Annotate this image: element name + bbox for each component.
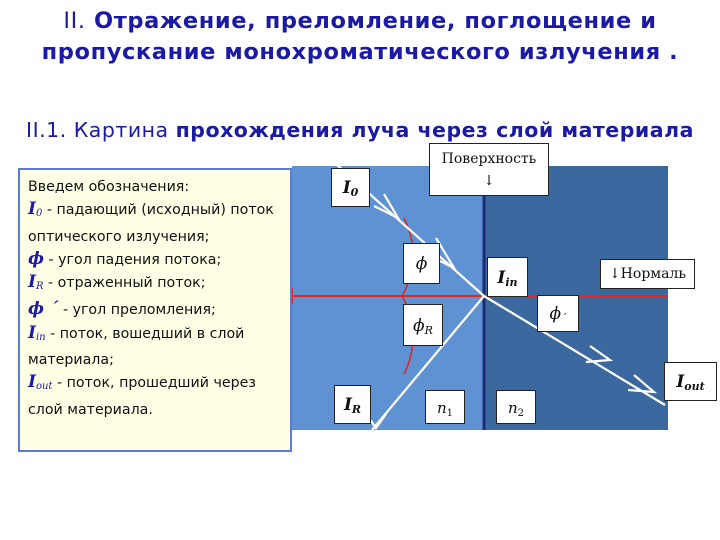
- legend-item: $I_R$ - отраженный поток;: [28, 272, 206, 293]
- surface-arrow-icon: ↓: [483, 173, 495, 189]
- label-ir: IR: [334, 385, 371, 424]
- normal-label: ↓Нормаль: [600, 259, 695, 289]
- label-i-out: Iout: [664, 362, 717, 401]
- legend-item: ϕ ´ - угол преломления;: [28, 299, 216, 320]
- legend-item: $I_{out}$ - поток, прошедший через слой материала.: [28, 372, 256, 418]
- surface-label: Поверхность ↓: [429, 143, 549, 196]
- label-n1: $n_1$: [425, 390, 465, 424]
- page-title-text: Отражение, преломление, поглощение и пропускание монохроматического излучения .: [41, 8, 679, 65]
- label-n2: $n_2$: [496, 390, 536, 424]
- label-i0: I0: [331, 168, 370, 207]
- legend-item: $I_{in}$ - поток, вошедший в слой материала;: [28, 322, 245, 369]
- label-i-in: Iin: [487, 257, 528, 297]
- page-title: II. Отражение, преломление, поглощение и пропускание монохроматического излучения .: [41, 8, 679, 65]
- subtitle: II.1. Картина прохождения луча через слой материала: [26, 118, 694, 142]
- legend-item: $I_0$ - падающий (исходный) поток оптического излучения;: [28, 199, 274, 245]
- legend-item: ϕ - угол падения потока;: [28, 248, 222, 269]
- legend-heading: Введем обозначения:: [28, 179, 190, 195]
- label-phi: ϕ: [403, 243, 440, 284]
- label-phi-prime: ϕ´: [537, 295, 579, 332]
- label-phi-r: ϕR: [403, 304, 443, 346]
- legend-box: [18, 168, 292, 452]
